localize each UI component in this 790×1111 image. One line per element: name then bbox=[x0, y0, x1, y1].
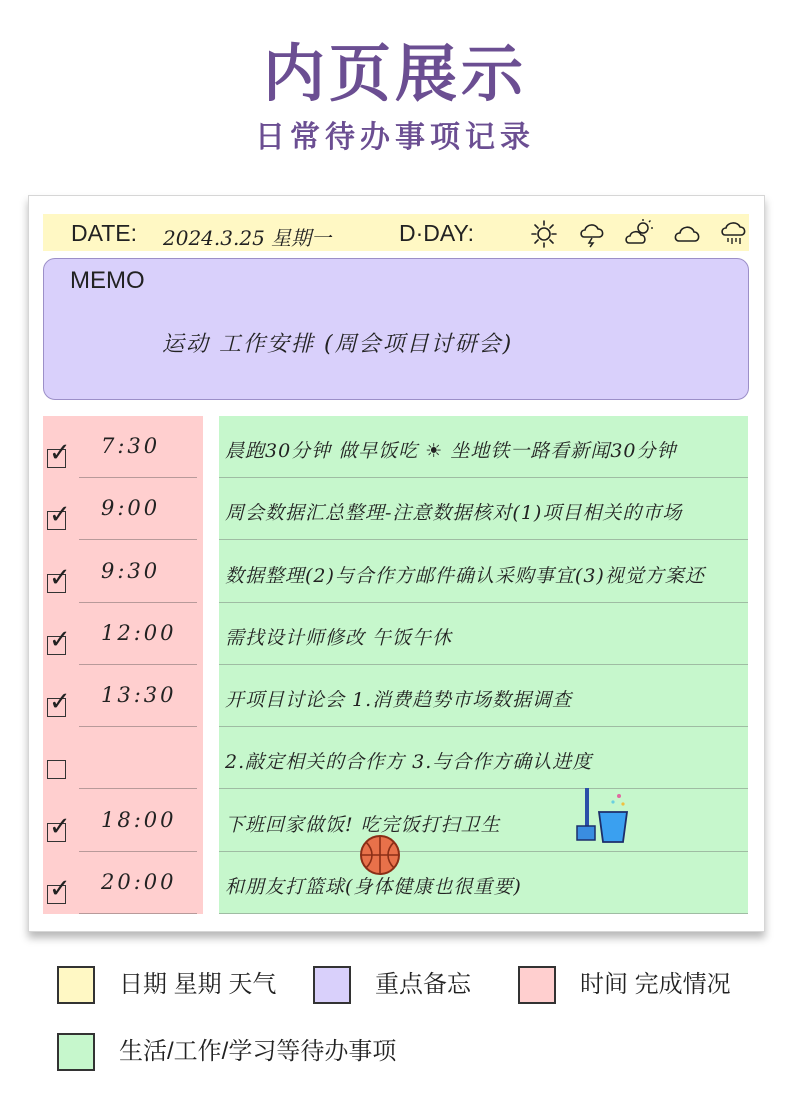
legend-swatch bbox=[518, 966, 556, 1004]
todo-row bbox=[219, 727, 748, 789]
todo-row bbox=[219, 665, 748, 727]
page-title: 内页展示 bbox=[262, 37, 527, 110]
legend-swatch bbox=[57, 1033, 95, 1071]
todo-row bbox=[219, 541, 748, 603]
time-text: 9:30 bbox=[101, 559, 161, 583]
time-text: 18:00 bbox=[101, 808, 177, 832]
thunderstorm-icon[interactable] bbox=[577, 218, 607, 248]
legend-swatch bbox=[313, 966, 351, 1004]
basketball-icon bbox=[359, 834, 401, 876]
legend-label: 日期 星期 天气 bbox=[119, 971, 277, 998]
todo-row bbox=[219, 478, 748, 540]
todo-text[interactable]: 晨跑30分钟 做早饭吃 ☀ 坐地铁一路看新闻30分钟 bbox=[225, 440, 677, 462]
row-divider bbox=[219, 913, 748, 914]
todo-row bbox=[219, 852, 748, 914]
checkmark-icon: ✓ bbox=[49, 500, 71, 530]
time-row bbox=[43, 852, 203, 914]
partly-cloudy-icon[interactable] bbox=[624, 218, 654, 248]
date-bar bbox=[43, 214, 749, 251]
time-column bbox=[43, 416, 203, 914]
rain-icon[interactable] bbox=[719, 218, 749, 248]
date-label: DATE: bbox=[71, 220, 138, 246]
todo-text[interactable]: 需找设计师修改 午饭午休 bbox=[225, 627, 453, 649]
checkmark-icon: ✓ bbox=[49, 812, 71, 842]
time-row bbox=[43, 603, 203, 665]
dday-label: D·DAY: bbox=[399, 220, 474, 246]
row-divider bbox=[219, 539, 748, 540]
time-text: 20:00 bbox=[101, 870, 177, 894]
cloudy-icon[interactable] bbox=[672, 218, 702, 248]
time-row bbox=[43, 665, 203, 727]
memo-text[interactable]: 运动 工作安排 (周会项目讨研会) bbox=[162, 332, 514, 357]
planner-sheet bbox=[28, 195, 765, 932]
todo-text[interactable]: 周会数据汇总整理-注意数据核对(1)项目相关的市场 bbox=[225, 502, 683, 524]
time-text: 7:30 bbox=[101, 434, 161, 458]
row-divider bbox=[79, 788, 197, 789]
legend-label: 时间 完成情况 bbox=[580, 971, 731, 998]
time-text: 9:00 bbox=[101, 496, 161, 520]
checkmark-icon: ✓ bbox=[49, 438, 71, 468]
page-subtitle: 日常待办事项记录 bbox=[255, 120, 535, 155]
memo-label: MEMO bbox=[70, 267, 145, 294]
legend-swatch bbox=[57, 966, 95, 1004]
row-divider bbox=[79, 913, 197, 914]
time-text: 12:00 bbox=[101, 621, 177, 645]
checkmark-icon: ✓ bbox=[49, 625, 71, 655]
todo-row bbox=[219, 603, 748, 665]
todo-text[interactable]: 下班回家做饭! 吃完饭打扫卫生 bbox=[225, 814, 501, 836]
checkmark-icon: ✓ bbox=[49, 874, 71, 904]
todo-row bbox=[219, 416, 748, 478]
todo-text[interactable]: 2.敲定相关的合作方 3.与合作方确认进度 bbox=[225, 751, 593, 773]
todo-column bbox=[219, 416, 748, 914]
date-value: 2024.3.25 星期一 bbox=[163, 226, 332, 250]
time-row bbox=[43, 790, 203, 852]
time-row bbox=[43, 541, 203, 603]
checkbox-unchecked[interactable] bbox=[47, 760, 66, 779]
time-row bbox=[43, 416, 203, 478]
weather-icons bbox=[529, 217, 749, 249]
cleaning-bucket-icon bbox=[575, 786, 631, 846]
row-divider bbox=[79, 539, 197, 540]
sunny-icon[interactable] bbox=[529, 218, 559, 248]
memo-box bbox=[43, 258, 749, 400]
todo-row bbox=[219, 790, 748, 852]
legend-label: 生活/工作/学习等待办事项 bbox=[119, 1038, 397, 1065]
todo-text[interactable]: 数据整理(2)与合作方邮件确认采购事宜(3)视觉方案还 bbox=[225, 565, 705, 587]
time-row bbox=[43, 727, 203, 789]
time-row bbox=[43, 478, 203, 540]
todo-text[interactable]: 开项目讨论会 1.消费趋势市场数据调查 bbox=[225, 689, 573, 711]
legend-label: 重点备忘 bbox=[375, 971, 471, 998]
checkmark-icon: ✓ bbox=[49, 687, 71, 717]
todo-text[interactable]: 和朋友打篮球(身体健康也很重要) bbox=[225, 876, 522, 898]
row-divider bbox=[219, 788, 748, 789]
time-text: 13:30 bbox=[101, 683, 177, 707]
checkmark-icon: ✓ bbox=[49, 563, 71, 593]
